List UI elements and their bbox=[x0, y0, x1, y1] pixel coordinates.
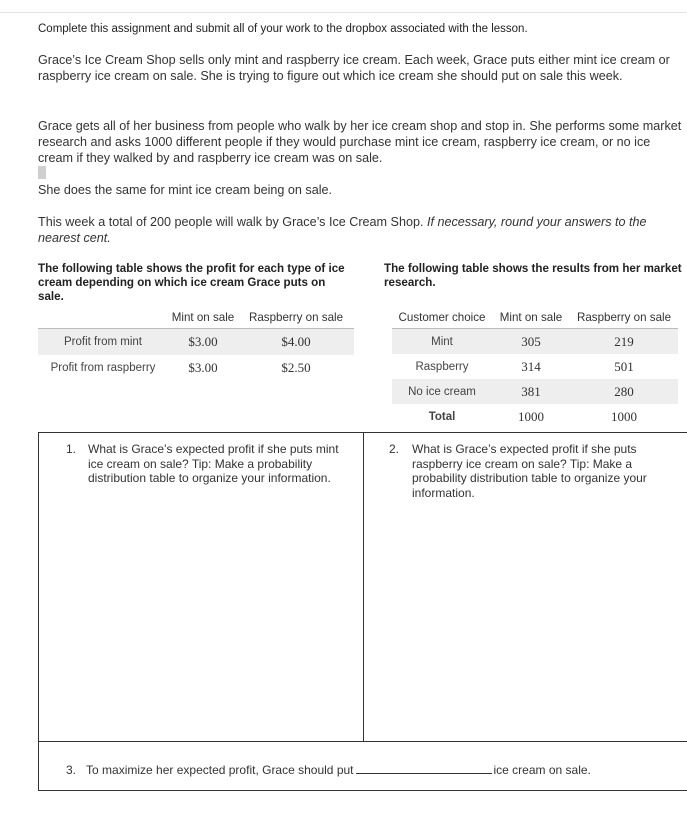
paragraph-shop-intro: Grace’s Ice Cream Shop sells only mint and raspberry ice cream. Each week, Grace puts either mint ice cream or raspberry ice cream on sale. She is trying to figure out which ice cream she should put on sale this week. bbox=[38, 53, 670, 83]
research-row-label: Raspberry bbox=[415, 360, 469, 373]
research-cell: 314 bbox=[521, 358, 541, 374]
research-cell: 219 bbox=[570, 329, 678, 355]
question-2-number: 2. bbox=[389, 442, 400, 456]
profit-table bbox=[38, 306, 354, 381]
rounding-note: If necessary, round your answers to the nearest cent. bbox=[38, 215, 647, 245]
table-row bbox=[392, 329, 678, 355]
question-3-number: 3. bbox=[66, 763, 77, 777]
research-cell: 280 bbox=[570, 379, 678, 404]
profit-header-mint: Mint on sale bbox=[168, 306, 238, 329]
table-row bbox=[392, 379, 678, 404]
profit-table-caption: The following table shows the profit for each type of ice cream depending on which ice cream Grace puts on sale. bbox=[38, 262, 345, 303]
question-2-answer-box[interactable] bbox=[363, 432, 687, 742]
research-header-mint: Mint on sale bbox=[492, 306, 570, 329]
research-cell: 305 bbox=[492, 329, 570, 355]
paragraph-mint-research: She does the same for mint ice cream being on sale. bbox=[38, 183, 333, 197]
research-header-raspberry: Raspberry on sale bbox=[570, 306, 678, 329]
research-cell: 1000 bbox=[518, 408, 544, 424]
table-row bbox=[38, 329, 354, 356]
profit-row-label: Profit from mint bbox=[38, 329, 168, 356]
research-table-caption: The following table shows the results from her market research. bbox=[384, 262, 682, 289]
table-row bbox=[392, 354, 678, 379]
question-3-line bbox=[66, 762, 666, 778]
research-row-label-total: Total bbox=[428, 410, 456, 423]
question-3-text: To maximize her expected profit, Grace should put bbox=[86, 763, 354, 777]
question-1-text: What is Grace’s expected profit if she puts mint ice cream on sale? Tip: Make a probability distribution table to organize your information. bbox=[88, 442, 339, 485]
answer-blank[interactable] bbox=[356, 762, 492, 774]
instructions: Complete this assignment and submit all of your work to the dropbox associated with the lesson. bbox=[38, 23, 528, 35]
question-1-number: 1. bbox=[66, 442, 77, 456]
profit-cell: $3.00 bbox=[188, 360, 218, 375]
profit-cell: $2.50 bbox=[281, 360, 311, 375]
research-cell: 501 bbox=[614, 358, 634, 374]
profit-header-raspberry: Raspberry on sale bbox=[238, 306, 354, 329]
top-divider bbox=[0, 12, 687, 13]
research-cell: 381 bbox=[492, 379, 570, 404]
paragraph-this-week bbox=[38, 214, 687, 246]
research-row-label: Mint bbox=[392, 329, 492, 355]
research-row-label: No ice cream bbox=[392, 379, 492, 404]
paragraph-this-week-text: This week a total of 200 people will walk by Grace’s Ice Cream Shop. bbox=[38, 215, 427, 229]
paragraph-market-research: Grace gets all of her business from people who walk by her ice cream shop and stop in. She performs some market research and asks 1000 different people if they would purchase mint ice cream, raspberry ice cream, or no ice cream if they walked by and raspberry ice cream was on sale. bbox=[38, 119, 682, 165]
profit-row-label: Profit from raspberry bbox=[50, 362, 156, 374]
question-2-text: What is Grace’s expected profit if she puts raspberry ice cream on sale? Tip: Make a probability distribution table to organize your information. bbox=[412, 442, 647, 500]
table-row bbox=[38, 355, 354, 381]
text-cursor-highlight bbox=[38, 166, 46, 179]
research-header-choice: Customer choice bbox=[392, 306, 492, 329]
question-3-suffix: ice cream on sale. bbox=[493, 763, 591, 777]
profit-header-blank bbox=[38, 306, 168, 329]
question-3-box bbox=[38, 741, 687, 791]
research-cell: 1000 bbox=[611, 408, 637, 424]
profit-cell: $3.00 bbox=[168, 329, 238, 356]
profit-cell: $4.00 bbox=[238, 329, 354, 356]
table-row bbox=[392, 404, 678, 429]
question-1-answer-box[interactable] bbox=[38, 432, 364, 742]
research-table bbox=[392, 306, 678, 429]
